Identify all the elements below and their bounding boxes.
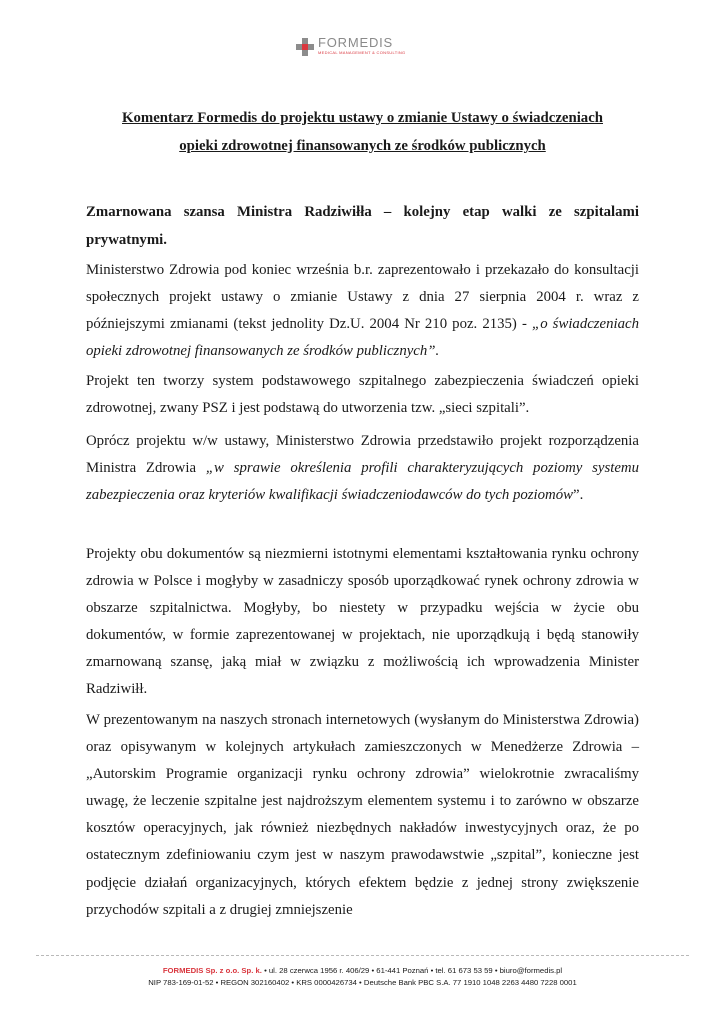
paragraph-1-italic: „o świadczeniach opieki zdrowotnej finansowanych ze środków publicznych”.: [86, 316, 639, 360]
paragraph-3-italic: „w sprawie określenia profili charakteryzujących poziomy systemu zabezpieczenia oraz kryteriów kwalifikacji świadczeniodawców do tych poziomów: [86, 460, 639, 504]
footer-company: FORMEDIS Sp. z o.o. Sp. k.: [162, 966, 262, 975]
paragraph-5: W prezentowanym na naszych stronach internetowych (wysłanym do Ministerstwa Zdrowia) oraz opisywanym w kolejnych artykułach zamieszczonych w Menedżerze Zdrowia – „Autorskim Programie organizacji rynku ochrony zdrowia” wielokrotnie zwracaliśmy uwagę, że leczenie szpitalne jest najdroższym elementem systemu i to zarówno w obszarze kosztów operacyjnych, jak również niezbędnych nakładów inwestycyjnych oraz, że po ostatecznym zdefiniowaniu czym jest w naszym prawodawstwie „szpital”, konieczne jest podjęcie działań organizacyjnych, których efektem będzie z jednej strony zwiększenie przychodów szpitali a z drugiej zmniejszenie: [86, 712, 639, 918]
footer-address: • ul. 28 czerwca 1956 r. 406/29 • 61-441 Poznań • tel. 61 673 53 59 • biuro@formedis.pl: [261, 966, 563, 975]
medical-cross-icon: [296, 38, 314, 56]
formedis-logo: [296, 36, 405, 60]
paragraph-3-text: Oprócz projektu w/w ustawy, Ministerstwo Zdrowia przedstawiło projekt rozporządzenia Ministra Zdrowia: [86, 433, 639, 477]
paragraph-1: [86, 257, 639, 365]
paragraph-1-text: Ministerstwo Zdrowia pod koniec września b.r. zaprezentowało i przekazało do konsultacji społecznych projekt ustawy o zmianie Ustawy z dnia 27 sierpnia 2004 r. wraz z późniejszymi zmianami (tekst jednolity Dz.U. 2004 Nr 210 poz. 2135) -: [86, 262, 639, 333]
footer-line-2: NIP 783-169-01-52 • REGON 302160402 • KRS 0000426734 • Deutsche Bank PBC S.A. 77 1910 1048 2263 4480 7228 0001: [148, 978, 577, 987]
footer-line-1: [36, 965, 689, 977]
section-heading: Zmarnowana szansa Ministra Radziwiłła – kolejny etap walki ze szpitalami prywatnymi.: [86, 204, 639, 248]
logo-subtitle: MEDICAL MANAGEMENT & CONSULTING: [318, 50, 406, 55]
logo-name: FORMEDIS: [318, 35, 394, 50]
paragraph-4: Projekty obu dokumentów są niezmierni istotnymi elementami kształtowania rynku ochrony zdrowia w Polsce i mogłyby w zasadniczy sposób uporządkować rynek ochrony zdrowia w obszarze szpitalnictwa. Mogłyby, bo niestety w przypadku wejścia w życie obu dokumentów, w formie zaprezentowanej w projektach, nie uporządkują i będą stanowiły zmarnowaną szansę, jaką miał w związku z możliwością ich wprowadzenia Minister Radziwiłł.: [86, 546, 639, 698]
title-line-1: Komentarz Formedis do projektu ustawy o zmianie Ustawy o świadczeniach: [122, 110, 603, 126]
paragraph-2: Projekt ten tworzy system podstawowego szpitalnego zabezpieczenia świadczeń opieki zdrowotnej, zwany PSZ i jest podstawą do utworzenia tzw. „sieci szpitali”.: [86, 373, 639, 417]
footer-divider: [36, 955, 689, 956]
title-line-2: opieki zdrowotnej finansowanych ze środków publicznych: [179, 138, 546, 154]
document-title: [86, 104, 639, 160]
paragraph-3-end: ”.: [573, 487, 584, 504]
paragraph-3: [86, 428, 639, 509]
